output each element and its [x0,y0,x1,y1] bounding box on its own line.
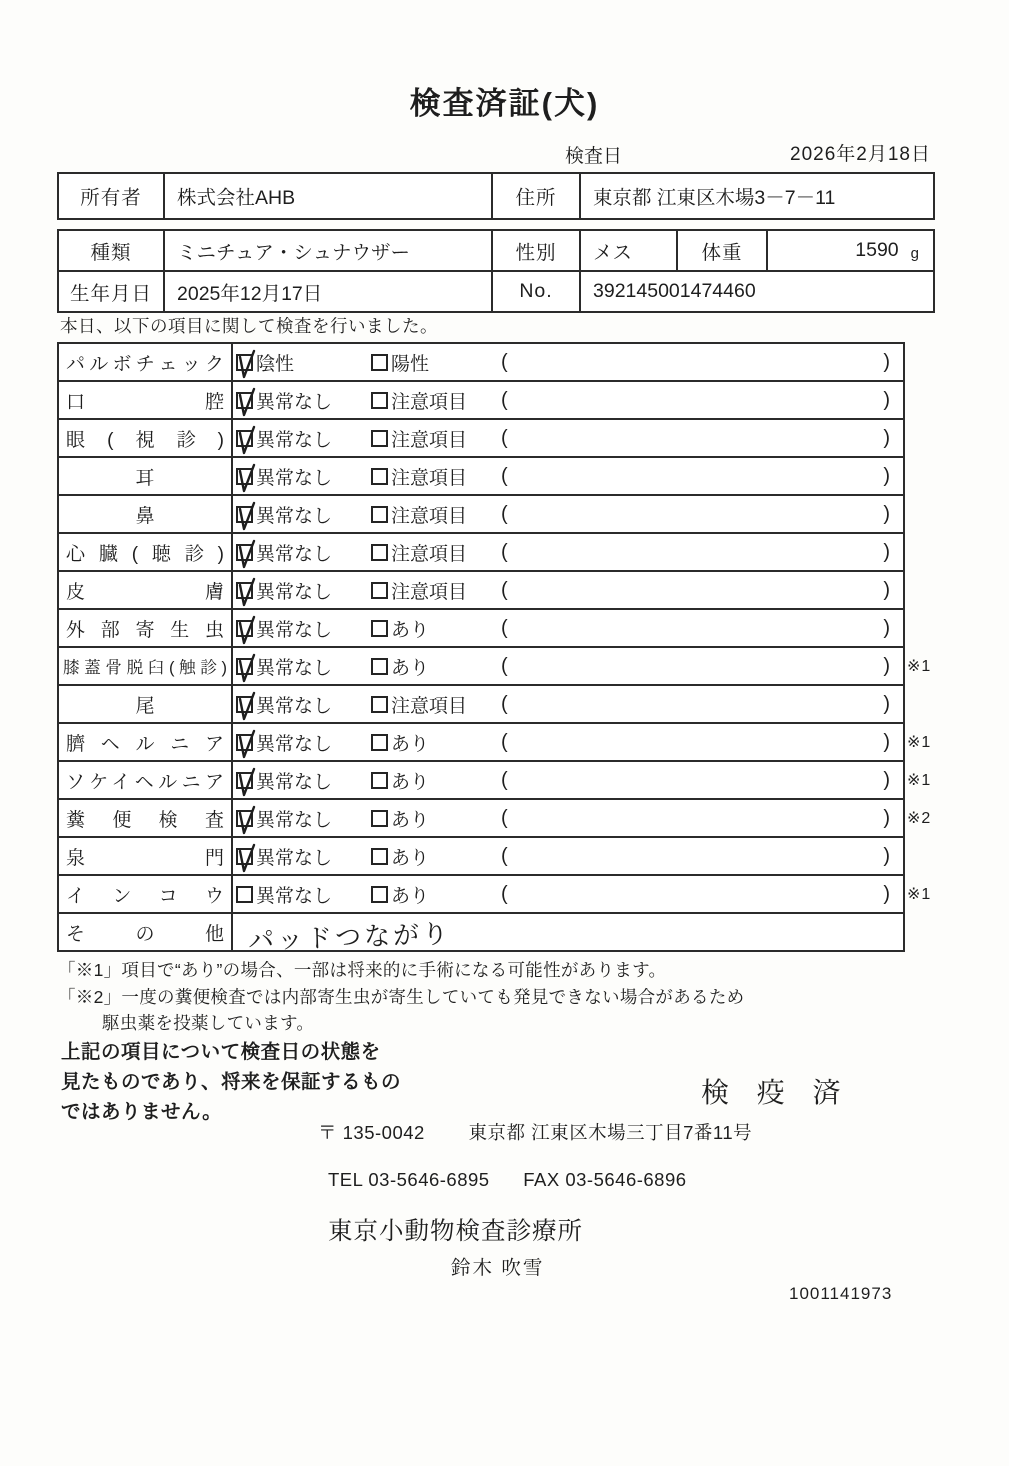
paren-close: ) [883,502,890,525]
footnote-1: 「※1」項目で“あり”の場合、一部は将来的に手術になる可能性があります。 [58,960,667,980]
check-item-label: 泉門 [59,838,233,874]
option-primary [236,425,371,452]
check-item-label: 外部寄生虫 [59,610,233,646]
disclaimer-line-2: 見たものであり、将来を保証するもの [61,1071,402,1093]
option-secondary [371,387,501,414]
checkbox-primary [236,772,253,789]
option-secondary-label: 注意項目 [391,429,468,451]
check-row [59,722,932,760]
footnote-mark: ※1 [907,772,932,789]
checkbox-primary [236,620,253,637]
check-row [59,874,932,912]
check-row [59,798,932,836]
paren-open: ( [501,616,508,639]
option-secondary [371,805,501,832]
sex-value: メス [581,231,678,270]
paren-close: ) [883,730,890,753]
checkbox-secondary [371,468,388,485]
breed-value: ミニチュア・シュナウザー [165,231,493,270]
option-primary [236,501,371,528]
option-primary [236,577,371,604]
owner-row [59,174,933,218]
paren-close: ) [883,692,890,715]
paren-open: ( [501,654,508,677]
paren-close: ) [883,882,890,905]
checkbox-secondary [371,430,388,447]
option-primary [236,349,371,376]
animal-info-table [57,229,935,313]
paren-open: ( [501,882,508,905]
option-secondary [371,691,501,718]
option-secondary [371,615,501,642]
check-row [59,380,903,418]
option-secondary [371,539,501,566]
check-options [233,876,903,912]
check-item-label: 心臓(聴診) [59,534,233,570]
check-options [233,572,903,608]
check-item-label: 膝蓋骨脱臼(触診) [59,648,233,684]
check-row [59,608,903,646]
serial-number: 1001141973 [789,1284,893,1303]
option-primary-label: 異常なし [256,885,333,907]
paren-open: ( [501,388,508,411]
option-secondary-label: 注意項目 [391,505,468,527]
check-options [233,534,903,570]
option-primary [236,463,371,490]
checkbox-primary [236,734,253,751]
checkbox-primary [236,392,253,409]
footnotes-block [58,957,744,1037]
option-secondary [371,425,501,452]
check-options [233,344,903,380]
checkbox-primary [236,848,253,865]
option-primary-label: 陰性 [256,353,295,375]
paren-open: ( [501,464,508,487]
checkbox-primary [236,886,253,903]
check-row [59,684,903,722]
owner-value: 株式会社AHB [165,174,493,218]
clinic-name: 東京小動物検査診療所 [328,1218,583,1245]
checkbox-secondary [371,886,388,903]
checkbox-secondary [371,354,388,371]
weight-number: 1590 [855,239,899,261]
option-primary [236,539,371,566]
option-secondary-label: 注意項目 [391,391,468,413]
checkbox-primary [236,810,253,827]
option-primary [236,691,371,718]
handwritten-note: パッドつながり [247,917,452,956]
inspection-date-value: 2026年2月18日 [790,144,931,165]
option-primary [236,843,371,870]
footnote-mark: ※1 [907,886,932,903]
option-primary [236,729,371,756]
weight-value [768,231,933,270]
checkbox-secondary [371,392,388,409]
inspection-check-table [57,342,932,956]
disclaimer-line-1: 上記の項目について検査日の状態を [61,1041,381,1063]
check-row [59,532,903,570]
option-primary-label: 異常なし [256,467,333,489]
check-row [59,760,932,798]
address-value: 東京都 江東区木場3－7－11 [593,187,836,209]
option-secondary [371,881,501,908]
check-item-label: 臍ヘルニア [59,724,233,760]
checkbox-secondary [371,734,388,751]
paren-open: ( [501,692,508,715]
checkbox-secondary [371,582,388,599]
fax-number: FAX 03-5646-6896 [523,1169,687,1190]
check-item-label: 皮膚 [59,572,233,608]
option-secondary-label: あり [391,809,430,831]
check-options [233,762,903,798]
check-item-label: 眼(視診) [59,420,233,456]
checkbox-primary [236,468,253,485]
option-secondary-label: 注意項目 [391,467,468,489]
checkbox-secondary [371,506,388,523]
check-row [59,418,903,456]
address-label: 住所 [493,174,581,218]
birth-row [59,270,933,311]
weight-label: 体重 [678,231,768,270]
option-primary [236,805,371,832]
option-secondary-label: あり [391,771,430,793]
option-primary [236,767,371,794]
paren-close: ) [883,464,890,487]
page-title: 検査済証(犬) [409,86,600,121]
option-secondary [371,501,501,528]
checkbox-primary [236,582,253,599]
breed-label: 種類 [59,231,165,270]
number-value: 392145001474460 [593,280,756,302]
option-primary-label: 異常なし [256,429,333,451]
sex-label: 性別 [493,231,581,270]
paren-open: ( [501,844,508,867]
check-options [233,800,903,836]
check-row [59,836,903,874]
checkbox-primary [236,658,253,675]
check-item-label: 尾 [59,686,233,722]
option-secondary-label: あり [391,847,430,869]
option-secondary [371,463,501,490]
option-secondary [371,577,501,604]
paren-close: ) [883,768,890,791]
check-options [233,648,903,684]
checkbox-secondary [371,848,388,865]
option-secondary-label: あり [391,733,430,755]
paren-open: ( [501,578,508,601]
option-secondary-label: あり [391,657,430,679]
paren-close: ) [883,616,890,639]
check-options [233,686,903,722]
checkbox-primary [236,354,253,371]
checkbox-primary [236,544,253,561]
check-row-other [59,912,903,956]
veterinarian-name: 鈴木 吹雪 [451,1257,545,1279]
footnote-mark: ※1 [907,734,932,751]
check-item-label: 口腔 [59,382,233,418]
option-primary [236,881,371,908]
check-item-label: パルボチェック [59,344,233,380]
option-primary-label: 異常なし [256,657,333,679]
check-options [233,914,903,956]
option-secondary-label: あり [391,619,430,641]
checkbox-secondary [371,620,388,637]
check-options [233,838,903,874]
paren-close: ) [883,388,890,411]
paren-close: ) [883,350,890,373]
check-row [59,344,903,380]
check-item-label: ソケイヘルニア [59,762,233,798]
intro-sentence: 本日、以下の項目に関して検査を行いました。 [60,316,438,336]
check-item-label: 耳 [59,458,233,494]
option-secondary-label: 陽性 [391,353,430,375]
checkbox-secondary [371,696,388,713]
paren-open: ( [501,806,508,829]
option-primary-label: 異常なし [256,847,333,869]
check-options [233,610,903,646]
option-primary-label: 異常なし [256,619,333,641]
paren-close: ) [883,426,890,449]
owner-table [57,172,935,220]
birthdate-value: 2025年12月17日 [165,272,493,311]
check-item-label: 鼻 [59,496,233,532]
check-options [233,496,903,532]
checkbox-secondary [371,658,388,675]
paren-open: ( [501,540,508,563]
paren-open: ( [501,426,508,449]
check-options [233,382,903,418]
option-primary [236,387,371,414]
weight-unit: g [910,245,919,262]
option-primary-label: 異常なし [256,581,333,603]
option-secondary-label: あり [391,885,430,907]
option-secondary [371,729,501,756]
disclaimer-line-3: ではありません。 [61,1101,223,1123]
clinic-address: 東京都 江東区木場三丁目7番11号 [468,1122,753,1143]
check-item-label: その他 [59,914,233,950]
check-options [233,420,903,456]
owner-label: 所有者 [59,174,165,218]
option-primary-label: 異常なし [256,809,333,831]
paren-close: ) [883,654,890,677]
option-secondary [371,349,501,376]
option-primary [236,615,371,642]
footnote-mark: ※1 [907,658,932,675]
checkbox-primary [236,506,253,523]
check-row [59,646,932,684]
footnote-mark: ※2 [907,810,932,827]
check-item-label: インコウ [59,876,233,912]
option-primary-label: 異常なし [256,505,333,527]
inspection-date-line [57,141,935,167]
tel-fax-line [328,1169,687,1191]
postal-address-line [318,1119,752,1145]
tel-number: TEL 03-5646-6895 [328,1169,490,1190]
paren-open: ( [501,768,508,791]
check-options [233,724,903,760]
option-primary-label: 異常なし [256,771,333,793]
paren-close: ) [883,540,890,563]
option-secondary [371,653,501,680]
breed-row [59,231,933,270]
check-row [59,570,903,608]
checkbox-secondary [371,772,388,789]
checkbox-primary [236,430,253,447]
check-options [233,458,903,494]
option-primary-label: 異常なし [256,733,333,755]
option-primary-label: 異常なし [256,695,333,717]
option-primary [236,653,371,680]
option-secondary-label: 注意項目 [391,695,468,717]
paren-close: ) [883,578,890,601]
option-secondary [371,843,501,870]
disclaimer-block [61,1037,401,1127]
option-secondary-label: 注意項目 [391,581,468,603]
option-secondary [371,767,501,794]
quarantine-stamp: 検 疫 済 [701,1077,851,1108]
option-primary-label: 異常なし [256,543,333,565]
option-secondary-label: 注意項目 [391,543,468,565]
birthdate-label: 生年月日 [59,272,165,311]
footnote-2-continued: 駆虫薬を投薬しています。 [102,1013,315,1033]
number-label: No. [493,272,581,311]
check-row [59,494,903,532]
paren-close: ) [883,844,890,867]
postal-code: 〒 135-0042 [318,1122,425,1143]
checkbox-secondary [371,544,388,561]
checkbox-primary [236,696,253,713]
footnote-2: 「※2」一度の糞便検査では内部寄生虫が寄生していても発見できない場合があるため [58,986,745,1007]
check-row [59,456,903,494]
paren-close: ) [883,806,890,829]
paren-open: ( [501,350,508,373]
inspection-date-label: 検査日 [565,146,623,167]
check-item-label: 糞便検査 [59,800,233,836]
paren-open: ( [501,730,508,753]
paren-open: ( [501,502,508,525]
checkbox-secondary [371,810,388,827]
option-primary-label: 異常なし [256,391,333,413]
